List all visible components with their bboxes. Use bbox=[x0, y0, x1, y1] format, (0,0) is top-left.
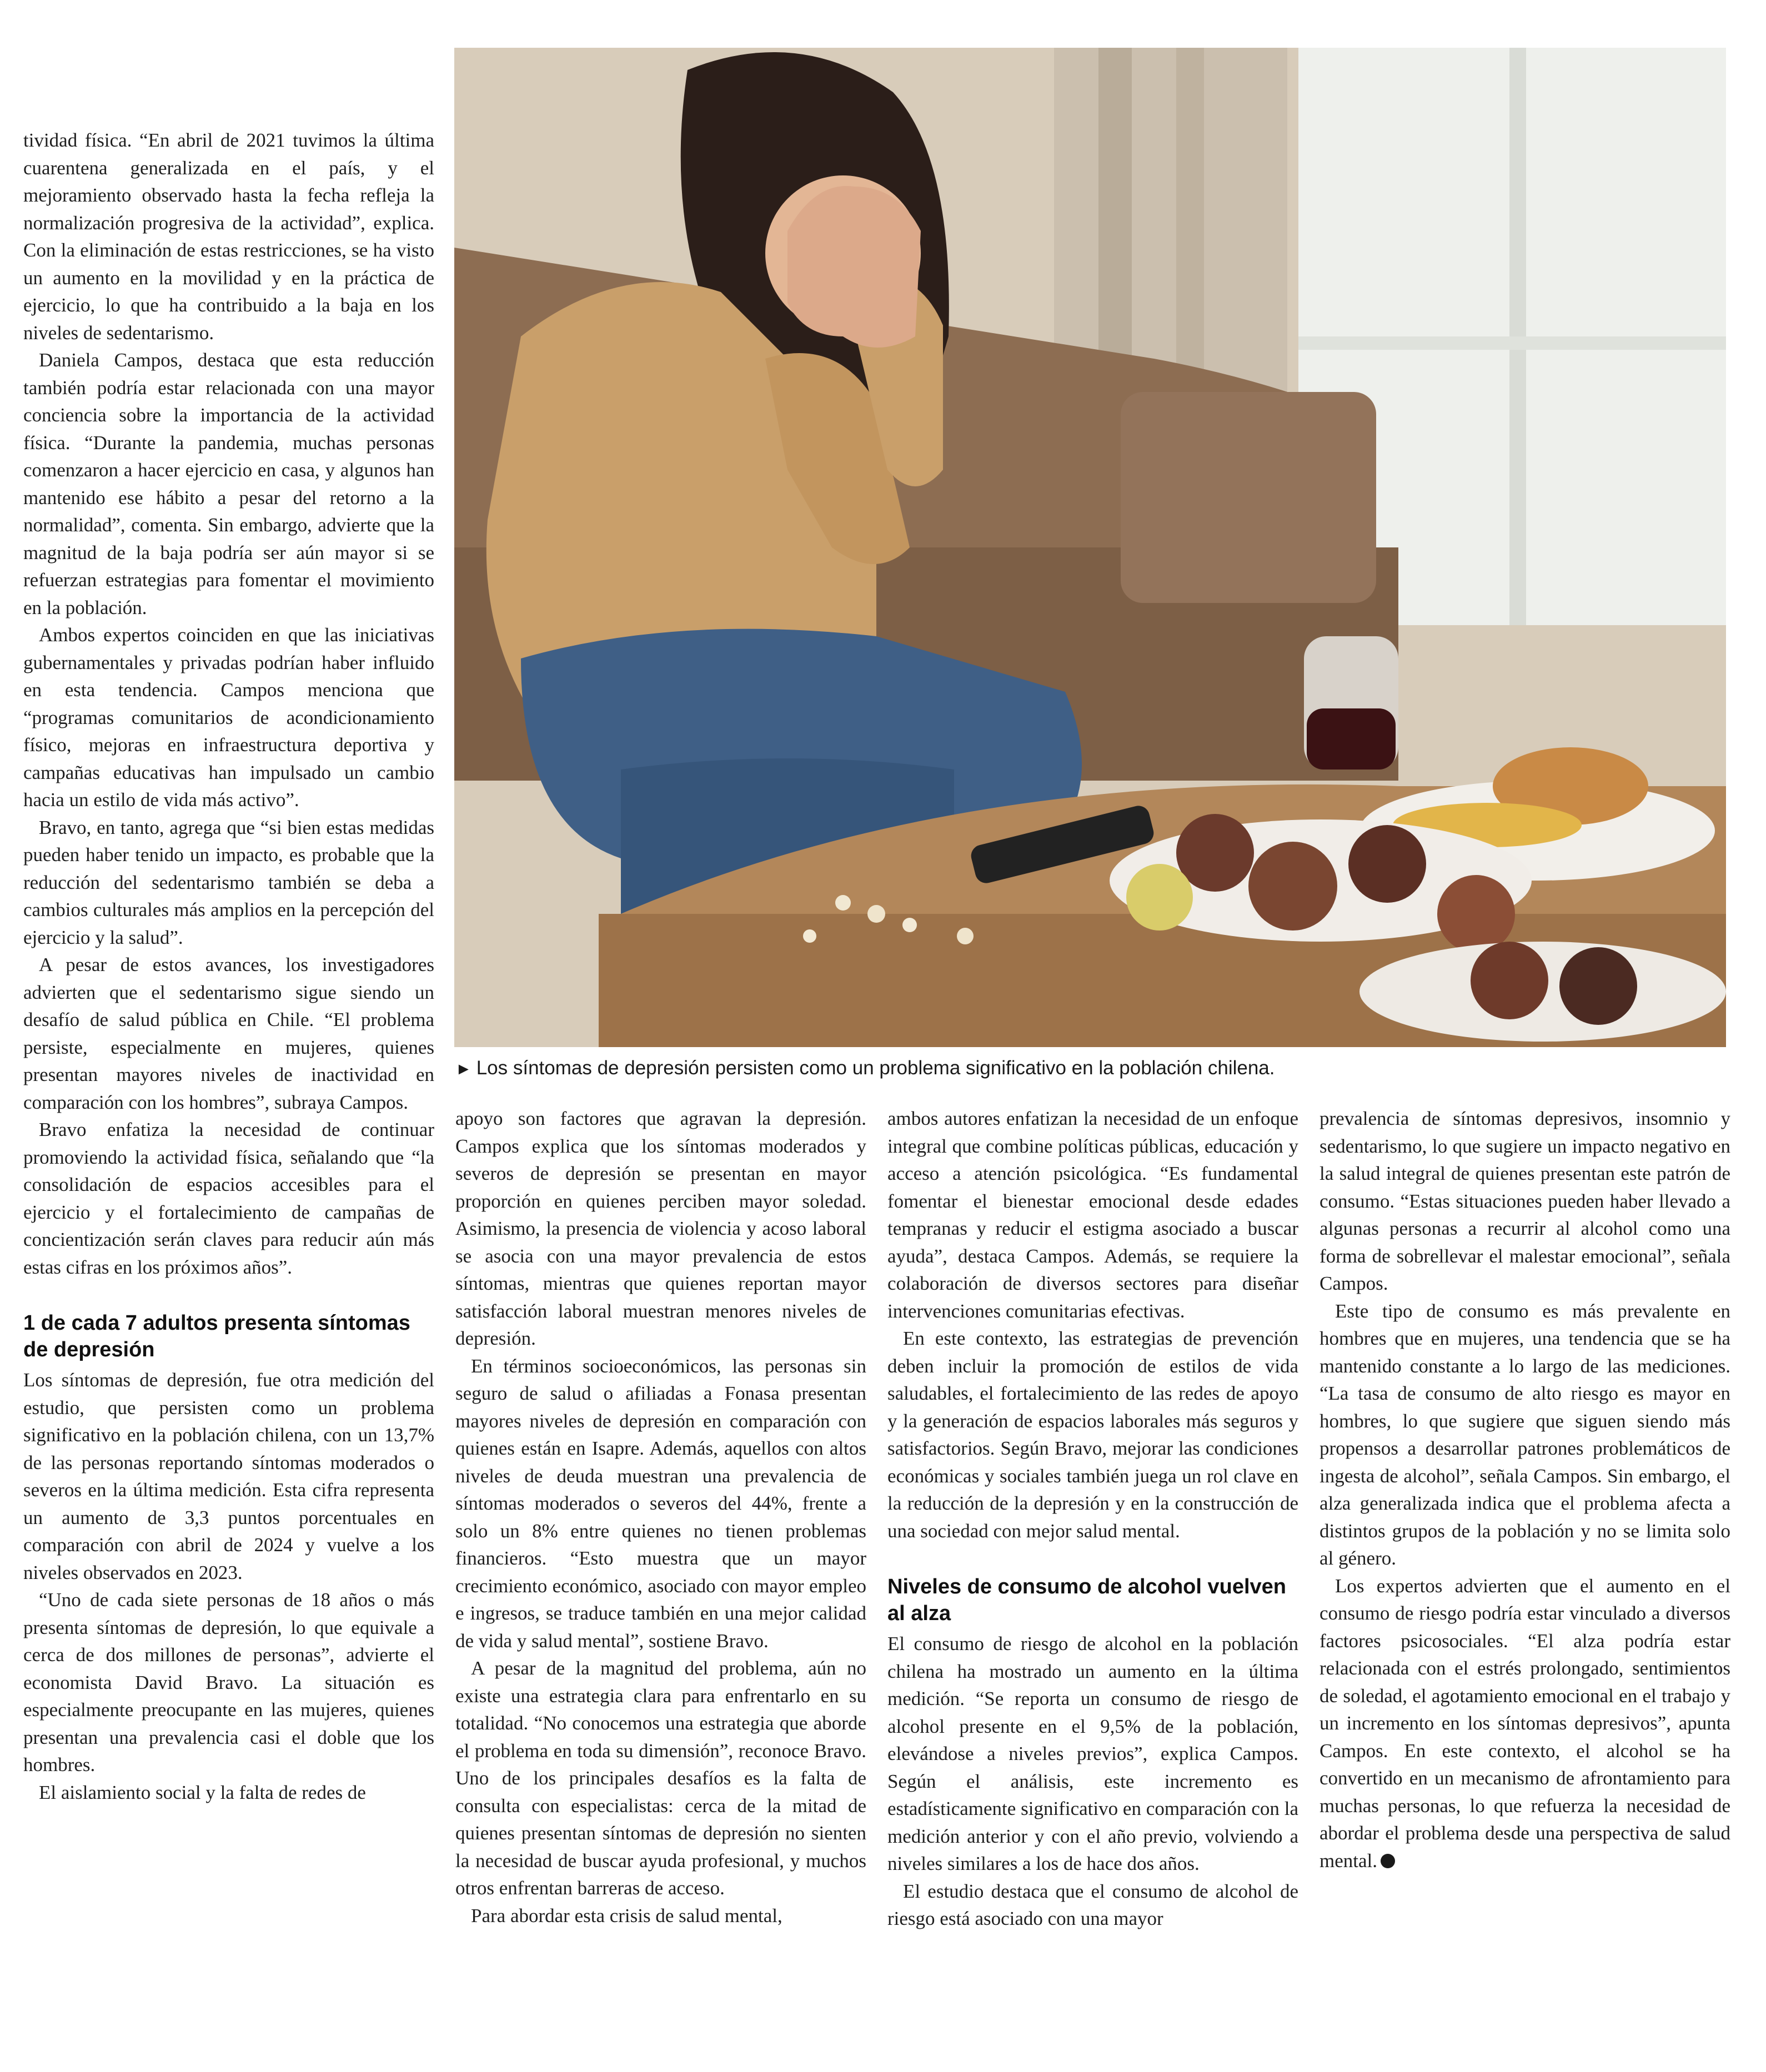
section-heading-depression: 1 de cada 7 adultos presenta síntomas de depresión bbox=[23, 1311, 410, 1361]
photo-illustration bbox=[454, 48, 1726, 1047]
photo-caption bbox=[455, 1055, 1727, 1083]
paragraph: prevalencia de síntomas depresivos, insomnio y sedentarismo, lo que sugiere un impacto negativo en la salud integral de quienes presentan este patrón de consumo. “Estas situaciones pueden haber llevado a algunas personas a recurrir al alcohol como una forma de sobrellevar el malestar emocional”, señala Campos. bbox=[1320, 1108, 1730, 1294]
paragraph: En este contexto, las estrategias de prevención deben incluir la promoción de estilos de vida saludables, el fortalecimiento de las redes de apoyo y la generación de espacios laborales más seguros y satisfactorios. Según Bravo, mejorar las condiciones económicas y sociales también juega un rol clave en la reducción de la depresión y en la construcción de una sociedad con mejor salud mental. bbox=[887, 1327, 1298, 1542]
paragraph: El estudio destaca que el consumo de alcohol de riesgo está asociado con una mayor bbox=[887, 1880, 1298, 1929]
article-column-1 bbox=[23, 127, 434, 1806]
paragraph: A pesar de estos avances, los investigadores advierten que el sedentarismo sigue siendo un desafío de salud pública en Chile. “El problema persiste, especialmente en mujeres, quienes presentan mayores niveles de inactividad en comparación con los hombres”, subraya Campos. bbox=[23, 954, 434, 1113]
paragraph: tividad física. “En abril de 2021 tuvimos la última cuarentena generalizada en el país, y el mejoramiento observado hasta la fecha refleja la normalización progresiva de la actividad”, explica. Con la eliminación de estas restricciones, se ha visto un aumento en la movilidad y en la práctica de ejercicio, lo que ha contribuido a la baja en los niveles de sedentarismo. bbox=[23, 129, 434, 344]
paragraph: Los síntomas de depresión, fue otra medición del estudio, que persisten como un problema significativo en la población chilena, con un 13,7% de las personas reportando síntomas moderados o severos en la última medición. Esta cifra representa un aumento de 3,3 puntos porcentuales en comparación con abril de 2024 y vuelve a los niveles observados en 2023. bbox=[23, 1369, 434, 1583]
paragraph-text: Los expertos advierten que el aumento en el consumo de riesgo podría estar vinculado a diversos factores psicosociales. “El alza podría estar relacionada con el estrés prolongado, sentimientos de soledad, el agotamiento emocional en el trabajo y un incremento en los síntomas depresivos”, apunta Campos. En este contexto, el alcohol se ha convertido en un mecanismo de afrontamiento para muchas personas, lo que refuerza la necesidad de abordar el problema desde una perspectiva de salud mental. bbox=[1320, 1575, 1730, 1872]
caption-text: Los síntomas de depresión persisten como un problema significativo en la población chilena. bbox=[476, 1057, 1275, 1079]
paragraph: Bravo, en tanto, agrega que “si bien estas medidas pueden haber tenido un impacto, es probable que la reducción del sedentarismo también se deba a cambios culturales más amplios en la percepción del ejercicio y la salud”. bbox=[23, 816, 434, 948]
paragraph: Ambos expertos coinciden en que las iniciativas gubernamentales y privadas podrían haber influido en esta tendencia. Campos menciona que “programas comunitarios de acondicionamiento físico, mejoras en infraestructura deportiva y campañas educativas han impulsado un cambio hacia un estilo de vida más activo”. bbox=[23, 624, 434, 811]
paragraph: apoyo son factores que agravan la depresión. Campos explica que los síntomas moderados y severos de depresión se presentan en mayor proporción en quienes perciben mayor soledad. Asimismo, la presencia de violencia y acoso laboral se asocia con una mayor prevalencia de estos síntomas, mientras que quienes reportan mayor satisfacción laboral muestran menores niveles de depresión. bbox=[455, 1108, 866, 1349]
article-column-4 bbox=[1320, 1105, 1730, 1874]
section-heading-alcohol: Niveles de consumo de alcohol vuelven al alza bbox=[887, 1575, 1287, 1625]
article-photo bbox=[454, 48, 1726, 1047]
article-column-2 bbox=[455, 1105, 866, 1929]
paragraph: El aislamiento social y la falta de redes de bbox=[39, 1781, 366, 1803]
paragraph: ambos autores enfatizan la necesidad de un enfoque integral que combine políticas públicas, educación y acceso a atención psicológica. “Es fundamental fomentar el bienestar emocional desde edades tempranas y reducir el estigma asociado a buscar ayuda”, destaca Campos. Además, se requiere la colaboración de diversos sectores para diseñar intervenciones comunitarias efectivas. bbox=[887, 1108, 1298, 1322]
caption-marker-icon: ► bbox=[455, 1060, 472, 1078]
paragraph: Este tipo de consumo es más prevalente en hombres que en mujeres, una tendencia que se ha mantenido constante a lo largo de las mediciones. “La tasa de consumo de alto riesgo es mayor en hombres, lo que sugiere que siguen siendo más propensos a desarrollar patrones problemáticos de ingesta de alcohol”, señala Campos. Sin embargo, el alza generalizada indica que el problema afecta a distintos grupos de la población y no se limita solo al género. bbox=[1320, 1300, 1730, 1569]
end-of-article-icon bbox=[1381, 1854, 1395, 1868]
paragraph: El consumo de riesgo de alcohol en la población chilena ha mostrado un aumento en la última medición. “Se reporta un consumo de riesgo de alcohol presente en el 9,5% de la población, elevándose a niveles previos”, explica Campos. Según el análisis, este incremento es estadísticamente significativo en comparación con la medición anterior y con el año previo, volviendo a niveles similares a los de hace dos años. bbox=[887, 1633, 1298, 1874]
paragraph: A pesar de la magnitud del problema, aún no existe una estrategia clara para enfrentarlo en su totalidad. “No conocemos una estrategia que aborde el problema en toda su dimensión”, reconoce Bravo. Uno de los principales desafíos es la falta de consulta con especialistas: cerca de la mitad de quienes presentan síntomas de depresión no sienten la necesidad de buscar ayuda profesional, y muchos otros enfrentan barreras de acceso. bbox=[455, 1657, 866, 1899]
article-column-3 bbox=[887, 1105, 1298, 1933]
paragraph: “Uno de cada siete personas de 18 años o más presenta síntomas de depresión, lo que equivale a cerca de dos millones de personas”, advierte el economista David Bravo. La situación es especialmente preocupante en las mujeres, quienes presentan una prevalencia casi el doble que los hombres. bbox=[23, 1589, 434, 1776]
paragraph: Para abordar esta crisis de salud mental, bbox=[471, 1904, 782, 1927]
paragraph: Daniela Campos, destaca que esta reducción también podría estar relacionada con una mayor conciencia sobre la importancia de la actividad física. “Durante la pandemia, muchas personas comenzaron a hacer ejercicio en casa, y algunos han mantenido ese hábito a pesar del retorno a la normalidad”, comenta. Sin embargo, advierte que la magnitud de la baja podría ser aún mayor si se refuerzan estrategias para fomentar el movimiento en la población. bbox=[23, 349, 434, 618]
paragraph-final bbox=[1320, 1572, 1730, 1875]
paragraph: En términos socioeconómicos, las personas sin seguro de salud o afiliadas a Fonasa presentan mayores niveles de depresión en comparación con quienes están en Isapre. Además, aquellos con altos niveles de deuda muestran una prevalencia de síntomas moderados o severos del 44%, frente a solo un 8% entre quienes no tienen problemas financieros. “Esto muestra que un mayor crecimiento económico, asociado con mayor empleo e ingresos, se traduce también en una mejor calidad de vida y salud mental”, sostiene Bravo. bbox=[455, 1355, 866, 1652]
paragraph: Bravo enfatiza la necesidad de continuar promoviendo la actividad física, señalando que “la consolidación de espacios accesibles para el ejercicio y el fortalecimiento de campañas de concientización serán claves para reducir aún más estas cifras en los próximos años”. bbox=[23, 1119, 434, 1278]
